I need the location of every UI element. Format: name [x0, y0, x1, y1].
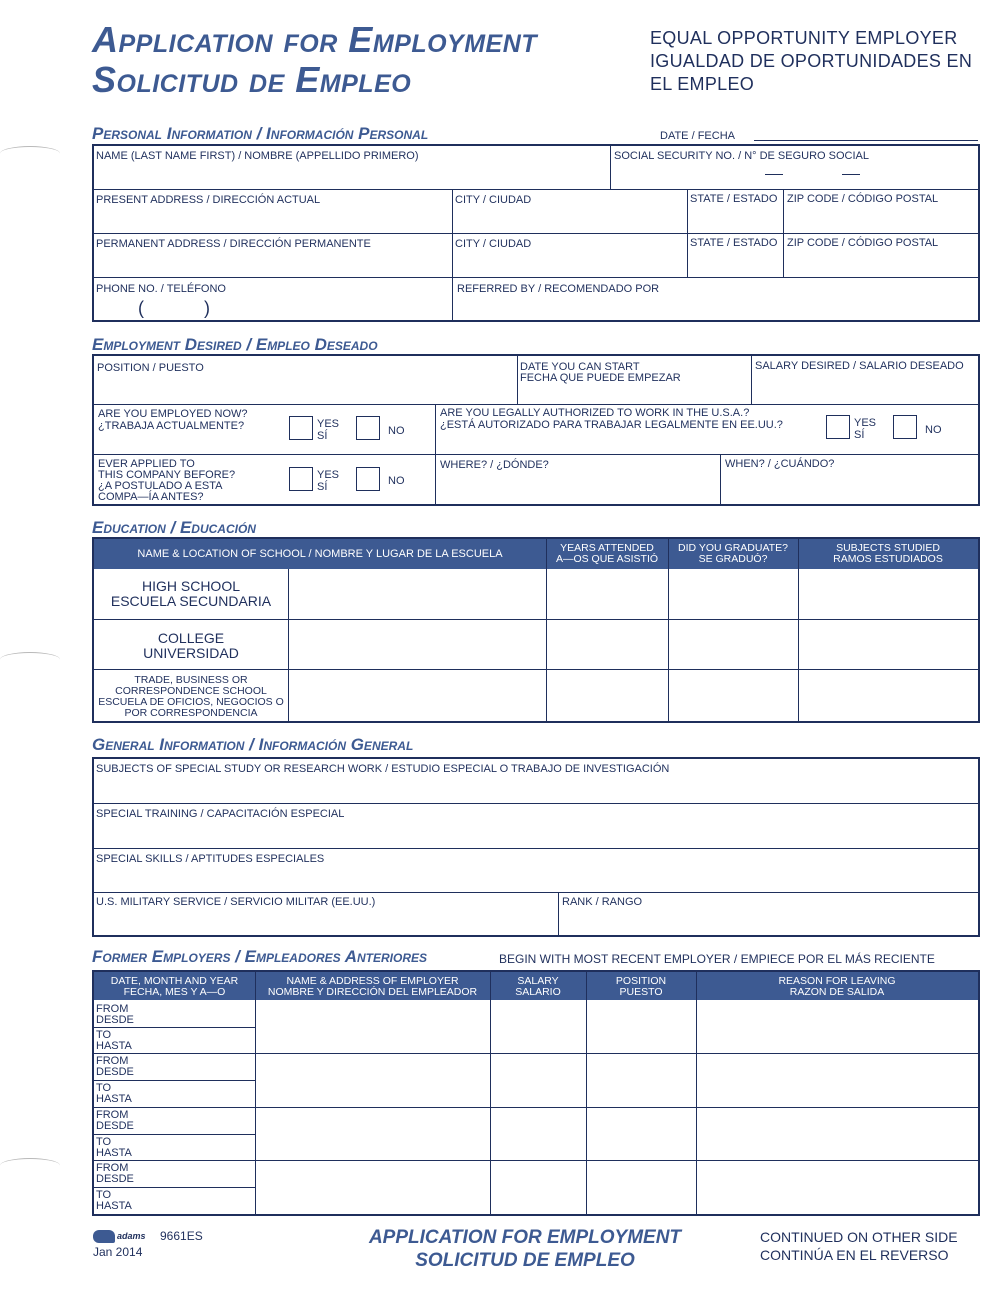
- yes-label: YES: [317, 469, 340, 481]
- special-training-label: SPECIAL TRAINING / CAPACITACIÓN ESPECIAL: [96, 808, 345, 820]
- form-date: Jan 2014: [93, 1245, 143, 1259]
- row-trade-1: TRADE, BUSINESS OR: [134, 674, 248, 686]
- col-date-2: FECHA, MES Y A—O: [123, 986, 226, 998]
- col-reason-1: REASON FOR LEAVING: [778, 975, 896, 987]
- eoe-es-line1: IGUALDAD DE OPORTUNIDADES EN: [650, 51, 973, 71]
- row-high-school-2: ESCUELA SECUNDARIA: [110, 593, 272, 609]
- employed-now-es: ¿TRABAJA ACTUALMENTE?: [98, 420, 245, 432]
- col-reason-2: RAZON DE SALIDA: [789, 986, 885, 998]
- former-table: [92, 970, 980, 1216]
- brand-label: adams: [117, 1231, 146, 1241]
- start-date-label-es: FECHA QUE PUEDE EMPEZAR: [520, 372, 681, 384]
- si-label: SÍ: [317, 430, 328, 442]
- col-subj-1: SUBJECTS STUDIED: [836, 542, 940, 554]
- continued-es: CONTINÚA EN EL REVERSO: [760, 1247, 949, 1263]
- desde-label: DESDE: [96, 1173, 134, 1185]
- applied-no-checkbox[interactable]: [356, 467, 380, 491]
- employed-now-en: ARE YOU EMPLOYED NOW?: [98, 408, 248, 420]
- punch-hole-mark: [0, 146, 60, 161]
- to-label: TO: [96, 1136, 112, 1148]
- row-trade-2: CORRESPONDENCE SCHOOL: [115, 685, 267, 697]
- no-label: NO: [388, 425, 405, 437]
- no-label: NO: [925, 424, 942, 436]
- applied-before-4: COMPA—ÍA ANTES?: [98, 491, 204, 503]
- city-label: CITY / CIUDAD: [455, 194, 532, 206]
- col-school: NAME & LOCATION OF SCHOOL / NOMBRE Y LUGAR DE LA ESCUELA: [137, 548, 503, 560]
- row-college-1: COLLEGE: [157, 630, 225, 646]
- authorized-en: ARE YOU LEGALLY AUTHORIZED TO WORK IN THE U.S.A.?: [440, 407, 750, 419]
- former-note: BEGIN WITH MOST RECENT EMPLOYER / EMPIECE POR EL MÁS RECIENTE: [499, 952, 935, 966]
- from-label: FROM: [96, 1055, 129, 1067]
- present-address-label: PRESENT ADDRESS / DIRECCIÓN ACTUAL: [96, 194, 321, 206]
- desde-label: DESDE: [96, 1120, 134, 1132]
- yes-label: YES: [317, 418, 340, 430]
- from-label: FROM: [96, 1109, 129, 1121]
- col-grad-1: DID YOU GRADUATE?: [678, 542, 788, 554]
- col-salary-2: SALARIO: [515, 986, 561, 998]
- col-years-1: YEARS ATTENDED: [560, 542, 654, 554]
- applied-before-3: ¿A POSTULADO A ESTA: [98, 480, 223, 492]
- ssn-dash: [765, 174, 783, 175]
- former-header-row: [94, 972, 978, 1000]
- permanent-address-label: PERMANENT ADDRESS / DIRECCIÓN PERMANENTE: [96, 238, 371, 250]
- employment-heading: Employment Desired / Empleo Deseado: [92, 335, 378, 354]
- referred-label: REFERRED BY / RECOMENDADO POR: [457, 283, 660, 295]
- state-label: STATE / ESTADO: [690, 193, 778, 205]
- employed-yes-checkbox[interactable]: [289, 416, 313, 440]
- special-skills-label: SPECIAL SKILLS / APTITUDES ESPECIALES: [96, 853, 325, 865]
- name-field[interactable]: [94, 160, 608, 188]
- general-box: [92, 757, 980, 937]
- authorized-yes-checkbox[interactable]: [826, 415, 850, 439]
- col-name-2: NOMBRE Y DIRECCIÓN DEL EMPLEADOR: [267, 986, 478, 998]
- row-trade-3: ESCUELA DE OFICIOS, NEGOCIOS O: [98, 696, 284, 708]
- col-subj-2: RAMOS ESTUDIADOS: [833, 553, 943, 565]
- eoe-en: EQUAL OPPORTUNITY EMPLOYER: [650, 28, 958, 48]
- desde-label: DESDE: [96, 1014, 134, 1026]
- where-label: WHERE? / ¿DÓNDE?: [440, 459, 549, 471]
- col-salary-1: SALARY: [517, 975, 559, 987]
- to-label: TO: [96, 1029, 112, 1041]
- row-college-2: UNIVERSIDAD: [143, 645, 239, 661]
- date-label: DATE / FECHA: [660, 130, 735, 142]
- eoe-es-line2: EL EMPLEO: [650, 74, 755, 94]
- form-title-en: Application for Employment: [92, 19, 538, 60]
- desde-label: DESDE: [96, 1066, 134, 1078]
- education-header-row: [94, 539, 978, 569]
- from-label: FROM: [96, 1003, 129, 1015]
- when-label: WHEN? / ¿CUÁNDO?: [725, 458, 835, 470]
- state2-label: STATE / ESTADO: [690, 237, 778, 249]
- position-label: POSITION / PUESTO: [97, 362, 204, 374]
- form-title-es: Solicitud de Empleo: [92, 59, 412, 100]
- hasta-label: HASTA: [96, 1147, 132, 1159]
- military-service-label: U.S. MILITARY SERVICE / SERVICIO MILITAR (EE.UU.): [96, 896, 376, 908]
- col-position-1: POSITION: [615, 975, 667, 987]
- col-position-2: PUESTO: [619, 986, 663, 998]
- phone-label: PHONE NO. / TELÉFONO: [96, 283, 226, 295]
- name-label: NAME (LAST NAME FIRST) / NOMBRE (APPELLIDO PRIMERO): [96, 150, 419, 162]
- col-grad-2: SE GRADUÓ?: [698, 553, 768, 565]
- row-high-school-1: HIGH SCHOOL: [141, 578, 240, 594]
- applied-before-2: THIS COMPANY BEFORE?: [98, 469, 236, 481]
- to-label: TO: [96, 1189, 112, 1201]
- si-label: SÍ: [854, 429, 865, 441]
- rank-label: RANK / RANGO: [562, 896, 643, 908]
- form-code: 9661ES: [160, 1229, 203, 1243]
- yes-label: YES: [854, 417, 877, 429]
- employed-no-checkbox[interactable]: [356, 416, 380, 440]
- special-study-label: SUBJECTS OF SPECIAL STUDY OR RESEARCH WORK / ESTUDIO ESPECIAL O TRABAJO DE INVESTIGACIÓN: [96, 763, 670, 775]
- general-heading: General Information / Información General: [92, 735, 414, 754]
- from-label: FROM: [96, 1162, 129, 1174]
- date-line[interactable]: [754, 140, 978, 141]
- punch-hole-mark: [0, 1158, 60, 1173]
- authorized-es: ¿ESTÁ AUTORIZADO PARA TRABAJAR LEGALMENTE EN EE.UU.?: [440, 419, 783, 431]
- adams-logo-icon: [93, 1230, 115, 1243]
- hasta-label: HASTA: [96, 1200, 132, 1212]
- ssn-label: SOCIAL SECURITY NO. / N° DE SEGURO SOCIAL: [614, 150, 870, 162]
- authorized-no-checkbox[interactable]: [893, 415, 917, 439]
- zip2-label: ZIP CODE / CÓDIGO POSTAL: [787, 237, 939, 249]
- si-label: SÍ: [317, 481, 328, 493]
- no-label: NO: [388, 475, 405, 487]
- footer-title-en: APPLICATION FOR EMPLOYMENT: [368, 1227, 682, 1248]
- applied-before-1: EVER APPLIED TO: [98, 458, 195, 470]
- former-heading: Former Employers / Empleadores Anteriores: [92, 947, 428, 966]
- ssn-dash: [842, 174, 860, 175]
- row-trade-4: POR CORRESPONDENCIA: [124, 707, 258, 719]
- col-years-2: A—OS QUE ASISTIÓ: [555, 553, 659, 565]
- to-label: TO: [96, 1082, 112, 1094]
- col-name-1: NAME & ADDRESS OF EMPLOYER: [286, 975, 459, 987]
- hasta-label: HASTA: [96, 1040, 132, 1052]
- start-date-label-en: DATE YOU CAN START: [520, 361, 640, 373]
- personal-heading: Personal Information / Información Personal: [92, 124, 429, 143]
- hasta-label: HASTA: [96, 1093, 132, 1105]
- education-table: [92, 537, 980, 723]
- punch-hole-mark: [0, 652, 60, 667]
- applied-yes-checkbox[interactable]: [289, 467, 313, 491]
- phone-parens[interactable]: ( ): [138, 298, 210, 318]
- salary-desired-label: SALARY DESIRED / SALARIO DESEADO: [755, 360, 964, 372]
- continued-en: CONTINUED ON OTHER SIDE: [760, 1229, 958, 1245]
- footer-title-es: SOLICITUD DE EMPLEO: [415, 1250, 635, 1271]
- col-date-1: DATE, MONTH AND YEAR: [110, 975, 239, 987]
- zip-label: ZIP CODE / CÓDIGO POSTAL: [787, 193, 939, 205]
- city2-label: CITY / CIUDAD: [455, 238, 532, 250]
- education-heading: Education / Educación: [92, 518, 256, 537]
